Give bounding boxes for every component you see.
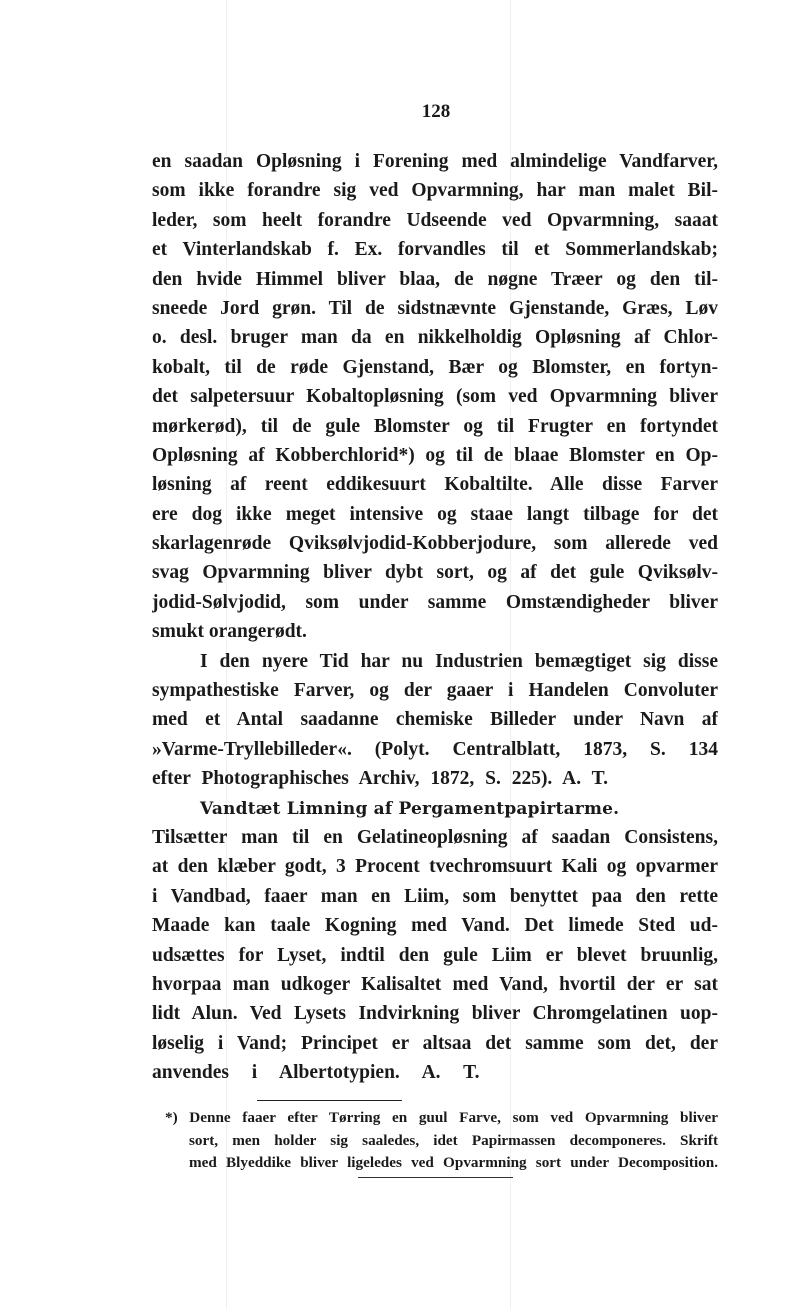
footnote-line: sort, men holder sig saaledes, idet Papirmassen decomponeres. Skrift <box>189 1131 718 1149</box>
text-line: anvendes i Albertotypien. A. T. <box>152 1062 480 1084</box>
text-line: efter Photographisches Archiv, 1872, S. 225). A. T. <box>152 768 609 790</box>
text-line: at den klæber godt, 3 Procent tvechromsuurt Kali og opvarmer <box>152 856 718 878</box>
text-line: løsning af reent eddikesuurt Kobaltilte. Alle disse Farver <box>152 474 718 496</box>
text-line: lidt Alun. Ved Lysets Indvirkning bliver Chromgelatinen uop- <box>152 1003 718 1025</box>
text-line: smukt orangerødt. <box>152 621 307 643</box>
text-line: Opløsning af Kobberchlorid*) og til de blaae Blomster en Op- <box>152 444 718 466</box>
text-line: mørkerød), til de gule Blomster og til Frugter en fortyndet <box>152 415 718 437</box>
footnote-line: med Blyeddike bliver ligeledes ved Opvarmning sort under Decomposition. <box>189 1154 718 1171</box>
footnote-separator <box>257 1100 402 1101</box>
section-heading: Vandtæt Limning af Pergamentpapirtarme. <box>200 798 620 819</box>
text-line: sympathestiske Farver, og der gaaer i Handelen Convoluter <box>152 680 718 702</box>
text-line: skarlagenrøde Qviksølvjodid-Kobberjodure, som allerede ved <box>152 533 718 555</box>
page-number: 128 <box>421 101 451 122</box>
text-line: sneede Jord grøn. Til de sidstnævnte Gjenstande, Græs, Løv <box>152 297 718 319</box>
text-line: i Vandbad, faaer man en Liim, som benyttet paa den rette <box>152 885 718 907</box>
text-line: som ikke forandre sig ved Opvarmning, har man malet Bil- <box>152 180 718 202</box>
text-line: leder, som heelt forandre Udseende ved Opvarmning, saaat <box>152 209 718 231</box>
text-line: løselig i Vand; Principet er altsaa det samme som det, der <box>152 1032 718 1054</box>
footnote <box>165 1107 718 1175</box>
text-line: svag Opvarmning bliver dybt sort, og af det gule Qviksølv- <box>152 562 718 584</box>
bottom-rule <box>358 1177 513 1178</box>
text-line: I den nyere Tid har nu Industrien bemægtiget sig disse <box>200 650 718 672</box>
text-line: o. desl. bruger man da en nikkelholdig Opløsning af Chlor- <box>152 327 718 349</box>
text-line: en saadan Opløsning i Forening med almindelige Vandfarver, <box>152 151 718 172</box>
text-line: udsættes for Lyset, indtil den gule Liim er blevet bruunlig, <box>152 944 718 966</box>
text-line: den hvide Himmel bliver blaa, de nøgne Træer og den til- <box>152 268 718 290</box>
text-line: hvorpaa man udkoger Kalisaltet med Vand, hvortil der er sat <box>152 973 718 995</box>
text-line: jodid-Sølvjodid, som under samme Omstændigheder bliver <box>152 591 718 613</box>
main-text <box>152 147 718 1088</box>
footnote-line: *) Denne faaer efter Tørring en guul Farve, som ved Opvarmning bliver <box>165 1109 718 1126</box>
section-heading-line <box>152 794 718 823</box>
text-line: kobalt, til de røde Gjenstand, Bær og Blomster, en fortyn- <box>152 356 718 378</box>
text-line: ere dog ikke meget intensive og staae langt tilbage for det <box>152 503 718 525</box>
text-line: Tilsætter man til en Gelatineopløsning af saadan Consistens, <box>152 826 718 848</box>
text-line: »Varme-Tryllebilleder«. (Polyt. Centralblatt, 1873, S. 134 <box>152 738 718 760</box>
text-line: et Vinterlandskab f. Ex. forvandles til et Sommerlandskab; <box>152 239 718 261</box>
text-line: det salpetersuur Kobaltopløsning (som ved Opvarmning bliver <box>152 386 718 408</box>
text-line: med et Antal saadanne chemiske Billeder under Navn af <box>152 709 718 731</box>
text-line: Maade kan taale Kogning med Vand. Det limede Sted ud- <box>152 915 718 937</box>
